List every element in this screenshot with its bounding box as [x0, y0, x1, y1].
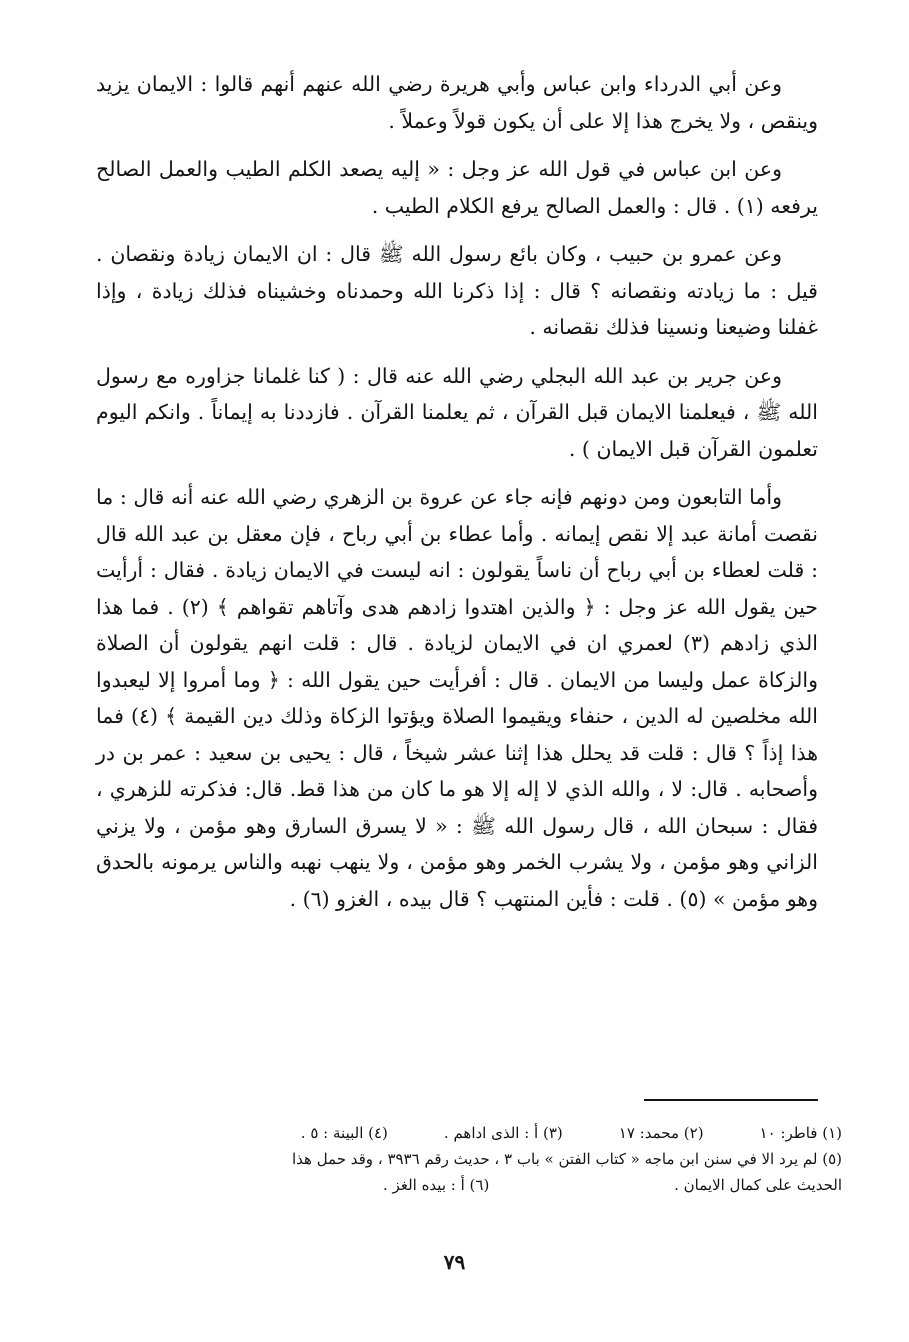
footnote-row: [152, 1120, 842, 1146]
footnote-divider: [644, 1099, 818, 1101]
paragraph: وعن ابن عباس في قول الله عز وجل : « إليه يصعد الكلم الطيب والعمل الصالح يرفعه (١) . قال : والعمل الصالح يرفع الكلام الطيب .: [96, 157, 818, 218]
footnote: (٥) لم يرد الا في سنن ابن ماجه « كتاب الفتن » باب ٣ ، حديث رقم ٣٩٣٦ ، وقد حمل هذا: [291, 1150, 842, 1168]
footnote: (٤) البينة : ٥ .: [300, 1124, 388, 1142]
paragraph: وعن أبي الدرداء وابن عباس وأبي هريرة رضي الله عنهم أنهم قالوا : الايمان يزيد وينقص ، ولا يخرج هذا إلا على أن يكون قولاً وعملاً .: [96, 72, 818, 133]
footnote: (٣) أ : الذى اداهم .: [443, 1124, 563, 1142]
footnote-continuation: [152, 1172, 842, 1198]
page-number: ٧٩: [443, 1250, 466, 1274]
paragraph: وعن جرير بن عبد الله البجلي رضي الله عنه قال : ( كنا غلمانا جزاوره مع رسول الله ﷺ ، فيعلمنا الايمان قبل القرآن ، ثم يعلمنا القرآن . فازددنا به إيماناً . وانكم اليوم تعلمون القرآن قبل الايمان ) .: [96, 363, 818, 461]
footnote-text: الحديث على كمال الايمان .: [674, 1176, 842, 1194]
paragraph: وأما التابعون ومن دونهم فإنه جاء عن عروة بن الزهري رضي الله عنه أنه قال : ما نقصت أمانة عبد إلا نقص إيمانه . وأما عطاء بن أبي رباح ، فإن معقل بن عبد الله قال : قلت لعطاء بن أبي رباح أن ناساً يقولون : انه ليست في الايمان زيادة . فقال : أرأيت حين يقول الله عز وجل : ﴿ والذين اهتدوا زادهم هدى وآتاهم تقواهم ﴾ (٢) . فما هذا الذي زادهم (٣) لعمري ان في الايمان لزيادة . قال : قلت انهم يقولون أن الصلاة والزكاة عمل وليسا من الايمان . قال : أفرأيت حين يقول الله : ﴿ وما أمروا إلا ليعبدوا الله مخلصين له الدين ، حنفاء ويقيموا الصلاة ويؤتوا الزكاة وذلك دين القيمة ﴾ (٤) فما هذا إذاً ؟ قال : قلت قد يحلل هذا إثنا عشر شيخاً ، قال : يحيى بن سعيد : عمر بن در وأصحابه . قال: لا ، والله الذي لا إله إلا هو ما كان من هذا قط. قال: فذكرته للزهري ، فقال : سبحان الله ، قال رسول الله ﷺ : « لا يسرق السارق وهو مؤمن ، ولا يزني الزاني وهو مؤمن ، ولا يشرب الخمر وهو مؤمن ، ولا ينهب نهبه والناس يرمونه بالحدق وهو مؤمن » (٥) . قلت : فأين المنتهب ؟ قال بيده ، الغزو (٦) .: [96, 485, 818, 911]
main-text: [96, 66, 818, 925]
footnote: (٢) محمد: ١٧: [618, 1124, 704, 1142]
footnotes: [152, 1120, 842, 1198]
footnote: (٦) أ : بيده الغز .: [383, 1176, 490, 1194]
footnote: (١) فاطر: ١٠: [759, 1124, 842, 1142]
paragraph: وعن عمرو بن حبيب ، وكان بائع رسول الله ﷺ قال : ان الايمان زيادة ونقصان . قيل : ما زيادته ونقصانه ؟ قال : إذا ذكرنا الله وحمدناه وخشيناه فذلك زيادة ، وإذا غفلنا وضيعنا ونسينا فذلك نقصانه .: [96, 242, 818, 339]
